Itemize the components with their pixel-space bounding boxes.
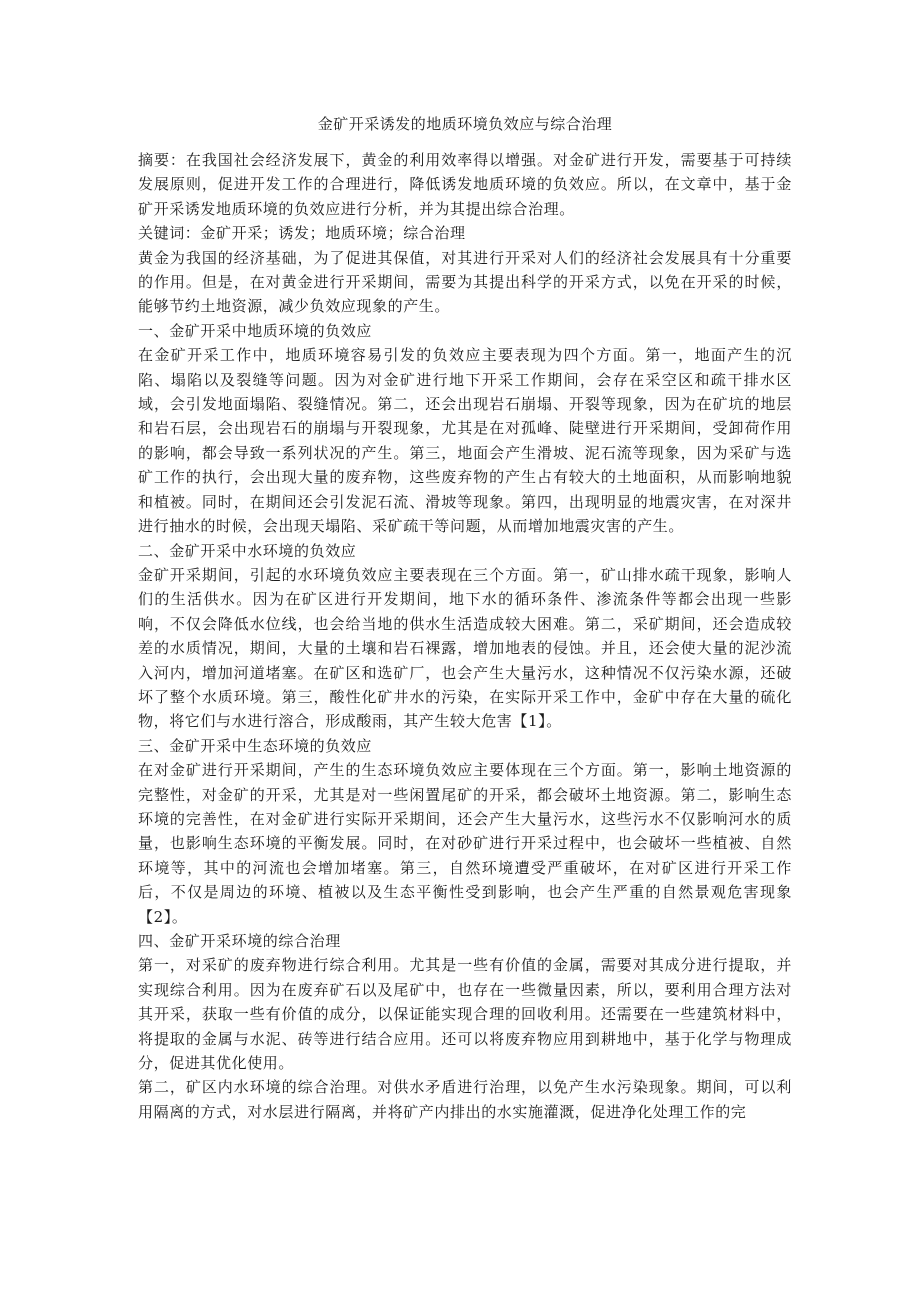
- keywords-line: 关键词：金矿开采；诱发；地质环境；综合治理: [138, 224, 466, 243]
- section-3-paragraph: 在对金矿进行开采期间，产生的生态环境负效应主要体现在三个方面。第一，影响土地资源的完整性，对金矿的开采，尤其是对一些闲置尾矿的开采，都会破坏土地资源。第二，影响生态环境的完善性，在对金矿进行实际开采期间，还会产生大量污水，这些污水不仅影响河水的质量，也影响生态环境的平衡发展。同时，在对砂矿进行开采过程中，也会破坏一些植被、自然环境等，其中的河流也会增加堵塞。第三，自然环境遭受严重破坏，在对矿区进行开采工作后，不仅是周边的环境、植被以及生态平衡性受到影响，也会产生严重的自然景观危害现象【2】。: [138, 761, 792, 926]
- section-2-heading: 二、金矿开采中水环境的负效应: [138, 541, 357, 560]
- section-2-paragraph: 金矿开采期间，引起的水环境负效应主要表现在三个方面。第一，矿山排水疏干现象，影响人们的生活供水。因为在矿区进行开发期间，地下水的循环条件、渗流条件等都会出现一些影响，不仅会降低水位线，也会给当地的供水生活造成较大困难。第二，采矿期间，还会造成较差的水质情况，期间，大量的土壤和岩石裸露，增加地表的侵蚀。并且，还会使大量的泥沙流入河内，增加河道堵塞。在矿区和选矿厂，也会产生大量污水，这种情况不仅污染水源，还破坏了整个水质环境。第三，酸性化矿井水的污染，在实际开采工作中，金矿中存在大量的硫化物，将它们与水进行溶合，形成酸雨，其产生较大危害【1】。: [138, 565, 792, 731]
- section-1-heading: 一、金矿开采中地质环境的负效应: [138, 321, 373, 340]
- section-4-paragraph-2: 第二，矿区内水环境的综合治理。对供水矛盾进行治理，以免产生水污染现象。期间，可以利用隔离的方式，对水层进行隔离，并将矿产内排出的水实施灌溉，促进净化处理工作的完: [138, 1078, 792, 1121]
- abstract-paragraph: 摘要：在我国社会经济发展下，黄金的利用效率得以增强。对金矿进行开发，需要基于可持续发展原则，促进开发工作的合理进行，降低诱发地质环境的负效应。所以，在文章中，基于金矿开采诱发地质环境的负效应进行分析，并为其提出综合治理。: [138, 151, 792, 218]
- section-3-heading: 三、金矿开采中生态环境的负效应: [138, 736, 373, 755]
- intro-paragraph: 黄金为我国的经济基础，为了促进其保值，对其进行开采对人们的经济社会发展具有十分重要的作用。但是，在对黄金进行开采期间，需要为其提出科学的开采方式，以免在开采的时候，能够节约土地资源，减少负效应现象的产生。: [138, 248, 792, 316]
- section-1-paragraph: 在金矿开采工作中，地质环境容易引发的负效应主要表现为四个方面。第一，地面产生的沉陷、塌陷以及裂缝等问题。因为对金矿进行地下开采工作期间，会存在采空区和疏干排水区域，会引发地面塌陷、裂缝情况。第二，还会出现岩石崩塌、开裂等现象，因为在矿坑的地层和岩石层，会出现岩石的崩塌与开裂现象，尤其是在对孤峰、陡壁进行开采期间，受卸荷作用的影响，都会导致一系列状况的产生。第三，地面会产生滑坡、泥石流等现象，因为采矿与选矿工作的执行，会出现大量的废弃物，这些废弃物的产生占有较大的土地面积，从而影响地貌和植被。同时，在期间还会引发泥石流、滑坡等现象。第四，出现明显的地震灾害，在对深井进行抽水的时候，会出现天塌陷、采矿疏干等问题，从而增加地震灾害的产生。: [138, 346, 792, 536]
- document-title: 金矿开采诱发的地质环境负效应与综合治理: [317, 115, 613, 133]
- section-4-paragraph-1: 第一，对采矿的废弃物进行综合利用。尤其是一些有价值的金属，需要对其成分进行提取，并实现综合利用。因为在废弃矿石以及尾矿中，也存在一些微量因素，所以，要利用合理方法对其开采，获取一些有价值的成分，以保证能实现合理的回收利用。还需要在一些建筑材料中，将提取的金属与水泥、砖等进行结合应用。还可以将废弃物应用到耕地中，基于化学与物理成分，促进其优化使用。: [138, 956, 792, 1073]
- document-page: [138, 112, 792, 1124]
- section-4-heading: 四、金矿开采环境的综合治理: [138, 932, 341, 950]
